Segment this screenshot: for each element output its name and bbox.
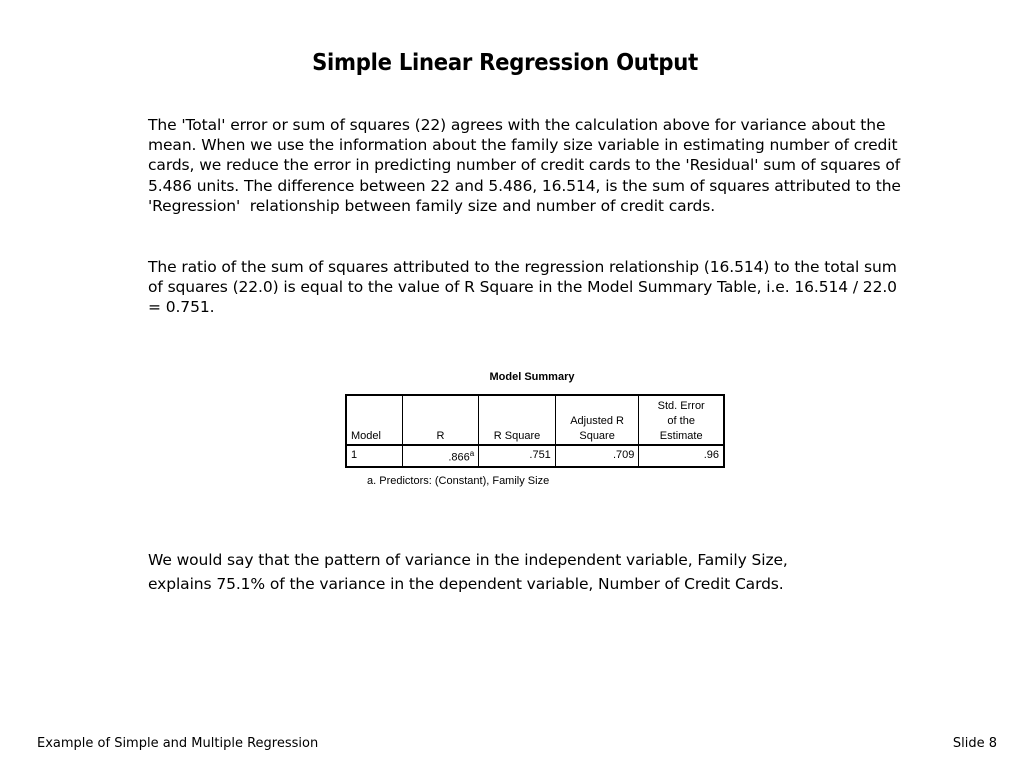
header-row <box>346 395 724 445</box>
header-se-line3: Estimate <box>659 430 703 442</box>
cell-std-error: .96 <box>639 445 724 467</box>
cell-r <box>402 445 478 467</box>
header-r-square: R Square <box>479 395 556 445</box>
table-footnote <box>367 475 725 487</box>
model-summary-title: Model Summary <box>489 371 575 383</box>
slide-number: Slide 8 <box>952 736 997 751</box>
paragraph-line: explains 75.1% of the variance in the dependent variable, Number of Credit Cards. <box>148 575 784 593</box>
footnote-marker: a. <box>367 474 377 487</box>
model-summary-table <box>345 368 725 487</box>
header-se-line1: Std. Error <box>657 400 705 412</box>
paragraph-text: The ratio of the sum of squares attributed to the regression relationship (16.514) to the total sum of squares (22.0) is equal to the value of R Square in the Model Summary Table, i.e. 16.514 / 22.0 = 0.751. <box>148 258 902 317</box>
paragraph-ratio <box>148 257 908 318</box>
header-model: Model <box>346 395 402 445</box>
header-adjusted-line1: Adjusted R <box>570 415 624 427</box>
table-row <box>346 445 724 467</box>
paragraph-line: We would say that the pattern of variance in the independent variable, Family Size, <box>148 551 788 569</box>
paragraph-total-error <box>148 115 908 216</box>
cell-adjusted-r-square: .709 <box>555 445 639 467</box>
header-se-line2: of the <box>667 415 695 427</box>
header-std-error <box>639 395 724 445</box>
paragraph-text: The 'Total' error or sum of squares (22) agrees with the calculation above for variance about the mean. When we use the information about the family size variable in estimating number of credit cards, we reduce the error in predicting number of credit cards to the 'Residual' sum of squares of 5.486 units. The difference between 22 and 5.486, 16.514, is the sum of squares attributed to the 'Regression' relationship between family size and number of credit cards. <box>148 116 906 215</box>
footnote-text: Predictors: (Constant), Family Size <box>379 474 550 487</box>
cell-r-value: .866 <box>448 451 470 464</box>
cell-model: 1 <box>346 445 402 467</box>
footer-presentation-title: Example of Simple and Multiple Regression <box>37 736 319 751</box>
paragraph-conclusion <box>148 548 908 596</box>
header-adjusted-line2: Square <box>579 430 615 442</box>
model-summary-grid <box>345 394 725 468</box>
cell-r-square: .751 <box>479 445 556 467</box>
header-r: R <box>402 395 478 445</box>
slide-title: Simple Linear Regression Output <box>312 50 698 76</box>
header-adjusted-r-square <box>555 395 639 445</box>
cell-r-superscript: a <box>469 449 475 458</box>
